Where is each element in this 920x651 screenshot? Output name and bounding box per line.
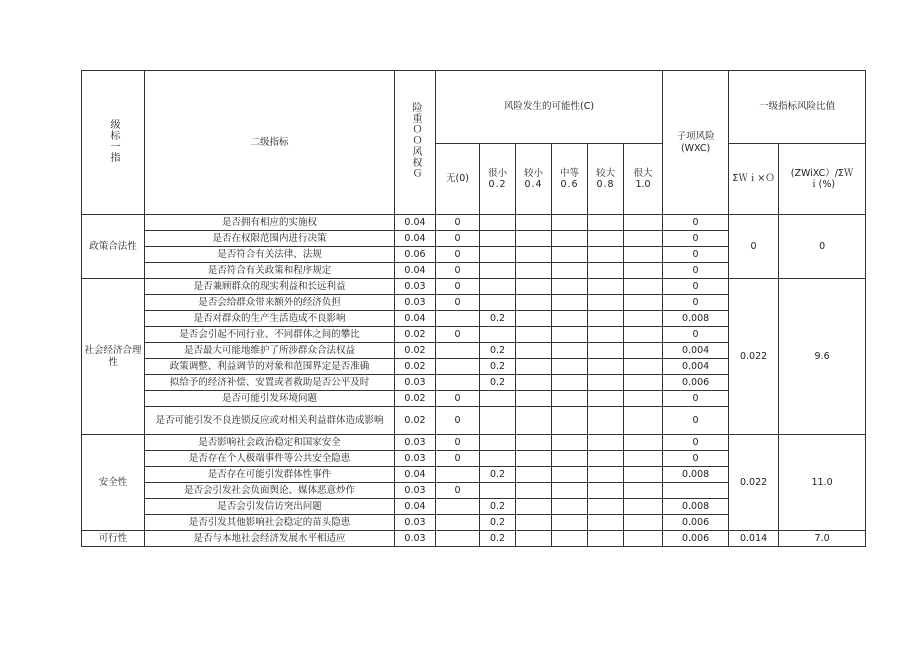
level2-indicator: 是否符合有关政策和程序规定 (145, 263, 395, 279)
likelihood-medium (552, 531, 588, 547)
likelihood-very-small: 0.2 (480, 531, 516, 547)
level1-indicator: 政策合法性 (82, 215, 145, 279)
likelihood-very-large (624, 375, 663, 391)
table-row (82, 279, 866, 295)
sub-risk-value: 0.008 (663, 467, 729, 483)
level2-indicator: 是否引发其他影响社会稳定的苗头隐患 (145, 515, 395, 531)
level-very-large: 很大1.0 (624, 144, 663, 215)
likelihood-medium (552, 263, 588, 279)
likelihood-large (588, 359, 624, 375)
level1-indicator: 社会经济合理性 (82, 279, 145, 435)
header-likelihood: 风险发生的可能性(C) (436, 71, 663, 144)
likelihood-medium (552, 359, 588, 375)
level1-indicator: 可行性 (82, 531, 145, 547)
sub-risk-value: 0.004 (663, 359, 729, 375)
level2-indicator: 拟给予的经济补偿、安置或者救助是否公平及时 (145, 375, 395, 391)
level-medium: 中等 0.6 (552, 144, 588, 215)
likelihood-large (588, 515, 624, 531)
likelihood-large (588, 343, 624, 359)
likelihood-very-large (624, 263, 663, 279)
likelihood-medium (552, 451, 588, 467)
weight-value: 0.04 (395, 231, 436, 247)
likelihood-very-small (480, 327, 516, 343)
weight-value: 0.02 (395, 407, 436, 435)
likelihood-none: 0 (436, 215, 480, 231)
likelihood-large (588, 215, 624, 231)
likelihood-small (516, 359, 552, 375)
weight-value: 0.04 (395, 311, 436, 327)
level-large: 较大 0.8 (588, 144, 624, 215)
likelihood-very-large (624, 247, 663, 263)
likelihood-none (436, 343, 480, 359)
likelihood-large (588, 327, 624, 343)
weight-value: 0.03 (395, 279, 436, 295)
likelihood-large (588, 247, 624, 263)
likelihood-very-large (624, 343, 663, 359)
likelihood-small (516, 483, 552, 499)
likelihood-very-small (480, 215, 516, 231)
likelihood-very-large (624, 327, 663, 343)
likelihood-none: 0 (436, 327, 480, 343)
header-level1-ratio: 一级指标风险比值 (729, 71, 866, 144)
likelihood-small (516, 375, 552, 391)
likelihood-large (588, 279, 624, 295)
likelihood-very-large (624, 311, 663, 327)
weight-value: 0.03 (395, 515, 436, 531)
sub-risk-value: 0 (663, 247, 729, 263)
group-sum: 0 (729, 215, 779, 279)
likelihood-small (516, 435, 552, 451)
level2-indicator: 政策调整、利益调节的对象和范围界定是否准确 (145, 359, 395, 375)
likelihood-small (516, 515, 552, 531)
weight-value: 0.04 (395, 467, 436, 483)
likelihood-none: 0 (436, 391, 480, 407)
group-sum: 0.014 (729, 531, 779, 547)
likelihood-very-large (624, 231, 663, 247)
level-small: 较小 0.4 (516, 144, 552, 215)
likelihood-none (436, 359, 480, 375)
likelihood-small (516, 499, 552, 515)
likelihood-very-large (624, 499, 663, 515)
group-sum: 0.022 (729, 279, 779, 435)
likelihood-none (436, 311, 480, 327)
sub-risk-value: 0.008 (663, 311, 729, 327)
level2-indicator: 是否拥有相应的实施权 (145, 215, 395, 231)
likelihood-medium (552, 247, 588, 263)
sub-risk-value: 0 (663, 407, 729, 435)
likelihood-small (516, 407, 552, 435)
likelihood-very-small (480, 247, 516, 263)
level2-indicator: 是否存在个人极端事件等公共安全隐患 (145, 451, 395, 467)
likelihood-large (588, 231, 624, 247)
likelihood-medium (552, 483, 588, 499)
likelihood-small (516, 263, 552, 279)
likelihood-very-large (624, 515, 663, 531)
likelihood-very-small (480, 231, 516, 247)
sub-risk-value: 0 (663, 435, 729, 451)
likelihood-medium (552, 515, 588, 531)
level2-indicator: 是否影响社会政治稳定和国家安全 (145, 435, 395, 451)
weight-value: 0.03 (395, 295, 436, 311)
likelihood-very-large (624, 359, 663, 375)
sub-risk-value (663, 483, 729, 499)
likelihood-none: 0 (436, 231, 480, 247)
weight-value: 0.02 (395, 343, 436, 359)
likelihood-large (588, 483, 624, 499)
level2-indicator: 是否可能引发环境问题 (145, 391, 395, 407)
likelihood-very-large (624, 483, 663, 499)
likelihood-very-small (480, 407, 516, 435)
risk-assessment-table (81, 70, 866, 547)
likelihood-small (516, 451, 552, 467)
likelihood-medium (552, 435, 588, 451)
likelihood-very-small (480, 483, 516, 499)
header-level2: 二级指标 (145, 71, 395, 215)
likelihood-large (588, 311, 624, 327)
likelihood-none: 0 (436, 407, 480, 435)
likelihood-medium (552, 279, 588, 295)
sub-risk-value: 0.004 (663, 343, 729, 359)
likelihood-very-large (624, 435, 663, 451)
level2-indicator: 是否符合有关法律、法规 (145, 247, 395, 263)
sub-risk-value: 0 (663, 263, 729, 279)
likelihood-none (436, 467, 480, 483)
likelihood-very-small: 0.2 (480, 311, 516, 327)
likelihood-large (588, 407, 624, 435)
weight-value: 0.06 (395, 247, 436, 263)
weight-value: 0.03 (395, 451, 436, 467)
level2-indicator: 是否可能引发不良连锁反应或对相关利益群体造成影响 (145, 407, 395, 435)
likelihood-none (436, 499, 480, 515)
likelihood-large (588, 295, 624, 311)
header-sub-risk: 子项风险 (WXC) (663, 71, 729, 215)
likelihood-very-large (624, 531, 663, 547)
likelihood-medium (552, 231, 588, 247)
likelihood-small (516, 327, 552, 343)
likelihood-very-small: 0.2 (480, 359, 516, 375)
header-level1: 级标一指 (82, 71, 145, 215)
likelihood-medium (552, 327, 588, 343)
likelihood-large (588, 531, 624, 547)
sub-risk-value: 0 (663, 231, 729, 247)
sub-risk-value: 0 (663, 215, 729, 231)
weight-value: 0.03 (395, 483, 436, 499)
level2-indicator: 是否存在可能引发群体性事件 (145, 467, 395, 483)
likelihood-medium (552, 467, 588, 483)
likelihood-very-large (624, 467, 663, 483)
weight-value: 0.04 (395, 263, 436, 279)
group-ratio: 11.0 (779, 435, 866, 531)
group-ratio: 0 (779, 215, 866, 279)
likelihood-none (436, 515, 480, 531)
weight-value: 0.03 (395, 375, 436, 391)
likelihood-none: 0 (436, 451, 480, 467)
likelihood-large (588, 391, 624, 407)
group-ratio: 9.6 (779, 279, 866, 435)
level2-indicator: 是否会引起不同行业、不同群体之间的攀比 (145, 327, 395, 343)
sub-risk-value: 0 (663, 451, 729, 467)
likelihood-large (588, 467, 624, 483)
likelihood-very-small: 0.2 (480, 499, 516, 515)
table-row (82, 435, 866, 451)
likelihood-very-small: 0.2 (480, 375, 516, 391)
level2-indicator: 是否会引发社会负面舆论、媒体恶意炒作 (145, 483, 395, 499)
sub-risk-value: 0.006 (663, 515, 729, 531)
table-row (82, 215, 866, 231)
likelihood-small (516, 391, 552, 407)
header-ratio-formula: (ZWiXC）/ΣＷ ｉ(%) (779, 144, 866, 215)
likelihood-none: 0 (436, 279, 480, 295)
header-sum-formula: ΣＷｉ×Ｏ (729, 144, 779, 215)
likelihood-none (436, 531, 480, 547)
sub-risk-value: 0.006 (663, 531, 729, 547)
likelihood-very-small (480, 295, 516, 311)
weight-value: 0.04 (395, 499, 436, 515)
likelihood-very-small (480, 279, 516, 295)
level2-indicator: 是否与本地社会经济发展水平相适应 (145, 531, 395, 547)
likelihood-none (436, 375, 480, 391)
level2-indicator: 是否在权限范围内进行决策 (145, 231, 395, 247)
group-sum: 0.022 (729, 435, 779, 531)
likelihood-medium (552, 311, 588, 327)
likelihood-very-small (480, 435, 516, 451)
group-ratio: 7.0 (779, 531, 866, 547)
table-row (82, 531, 866, 547)
likelihood-very-large (624, 279, 663, 295)
sub-risk-value: 0 (663, 327, 729, 343)
likelihood-small (516, 343, 552, 359)
likelihood-medium (552, 391, 588, 407)
likelihood-medium (552, 407, 588, 435)
likelihood-very-large (624, 295, 663, 311)
likelihood-medium (552, 215, 588, 231)
header-weight: 险重ＯＯ风权Ｇ (395, 71, 436, 215)
likelihood-small (516, 467, 552, 483)
likelihood-very-small (480, 263, 516, 279)
likelihood-medium (552, 499, 588, 515)
sub-risk-value: 0.008 (663, 499, 729, 515)
level2-indicator: 是否会引发信访突出问题 (145, 499, 395, 515)
likelihood-small (516, 247, 552, 263)
likelihood-large (588, 375, 624, 391)
likelihood-large (588, 451, 624, 467)
level-none: 无(0) (436, 144, 480, 215)
likelihood-small (516, 295, 552, 311)
weight-value: 0.02 (395, 391, 436, 407)
level-very-small: 很小 0.2 (480, 144, 516, 215)
likelihood-very-large (624, 407, 663, 435)
weight-value: 0.04 (395, 215, 436, 231)
level2-indicator: 是否会给群众带来额外的经济负担 (145, 295, 395, 311)
sub-risk-value: 0 (663, 279, 729, 295)
likelihood-very-small: 0.2 (480, 343, 516, 359)
likelihood-medium (552, 295, 588, 311)
likelihood-small (516, 311, 552, 327)
level2-indicator: 是否对群众的生产生活造成不良影响 (145, 311, 395, 327)
likelihood-small (516, 531, 552, 547)
likelihood-small (516, 279, 552, 295)
likelihood-very-small (480, 391, 516, 407)
likelihood-none: 0 (436, 435, 480, 451)
likelihood-very-small: 0.2 (480, 515, 516, 531)
weight-value: 0.02 (395, 359, 436, 375)
likelihood-medium (552, 375, 588, 391)
likelihood-very-large (624, 391, 663, 407)
likelihood-small (516, 215, 552, 231)
likelihood-none: 0 (436, 483, 480, 499)
level2-indicator: 是否最大可能地维护了所涉群众合法权益 (145, 343, 395, 359)
level2-indicator: 是否兼顾群众的现实利益和长远利益 (145, 279, 395, 295)
weight-value: 0.03 (395, 531, 436, 547)
likelihood-large (588, 499, 624, 515)
likelihood-none: 0 (436, 247, 480, 263)
likelihood-none: 0 (436, 295, 480, 311)
sub-risk-value: 0 (663, 295, 729, 311)
likelihood-very-large (624, 215, 663, 231)
likelihood-none: 0 (436, 263, 480, 279)
likelihood-very-small: 0.2 (480, 467, 516, 483)
weight-value: 0.03 (395, 435, 436, 451)
likelihood-very-small (480, 451, 516, 467)
likelihood-small (516, 231, 552, 247)
sub-risk-value: 0 (663, 391, 729, 407)
likelihood-medium (552, 343, 588, 359)
weight-value: 0.02 (395, 327, 436, 343)
level1-indicator: 安全性 (82, 435, 145, 531)
likelihood-large (588, 435, 624, 451)
likelihood-large (588, 263, 624, 279)
sub-risk-value: 0.006 (663, 375, 729, 391)
likelihood-very-large (624, 451, 663, 467)
